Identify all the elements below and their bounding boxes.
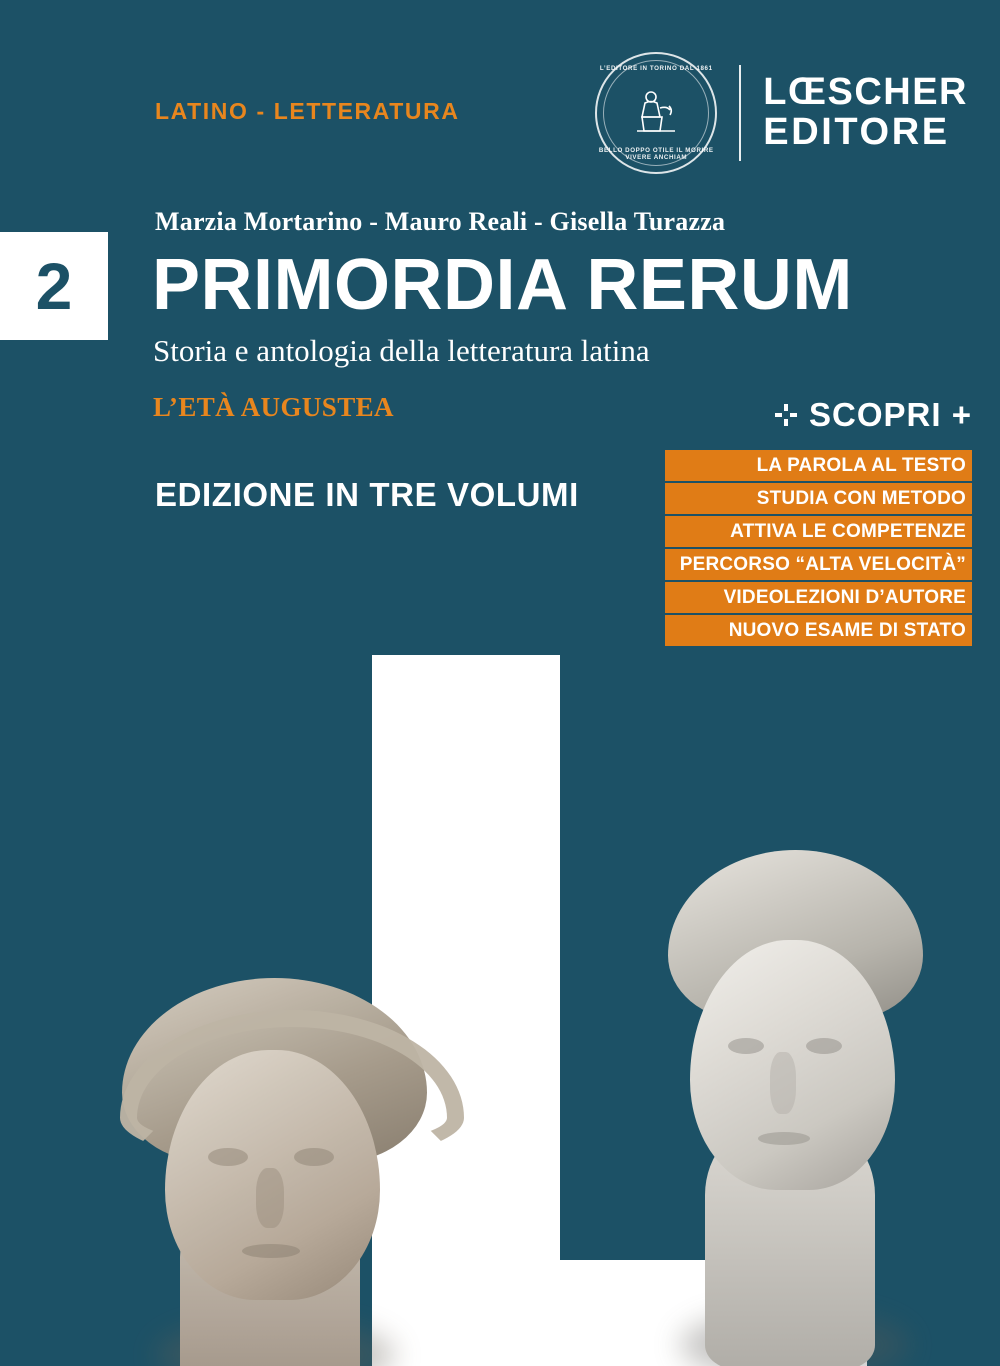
publisher-divider [739,65,741,161]
edition-label: EDIZIONE IN TRE VOLUMI [155,476,579,513]
feature-list [665,450,972,648]
publisher-name-line2: EDITORE [763,111,950,153]
feature-label: ATTIVA LE COMPETENZE [730,520,966,542]
seal-figure-icon [627,84,685,142]
volume-number-badge: 2 [0,232,108,340]
bust-right-eye-left [728,1038,764,1054]
scopri-plus-block [775,396,972,434]
publisher-name-line1: LŒSCHER [763,71,968,114]
feature-item [665,615,972,646]
subtitle: Storia e antologia della letteratura latina [153,333,650,368]
authors-line: Marzia Mortarino - Mauro Reali - Gisella Turazza [155,207,726,236]
feature-item [665,450,972,481]
seal-top-text: L’EDITORE IN TORINO DAL 1861 [599,65,713,72]
roman-bust-right-image [610,790,970,1366]
bust-right-mouth [758,1132,810,1145]
period-label: L’ETÀ AUGUSTEA [153,392,394,422]
series-label: LATINO - LETTERATURA [155,98,460,124]
feature-item [665,483,972,514]
feature-label: NUOVO ESAME DI STATO [728,619,966,641]
feature-item [665,516,972,547]
bust-left-nose [256,1168,284,1228]
roman-bust-left-image [60,900,480,1366]
feature-item [665,549,972,580]
publisher-block [595,52,968,174]
seal-bottom-text: BELLO DOPPO OTILE IL MORIRE VIVERE ANCHIAM [598,147,714,161]
plus-dashed-icon [775,404,797,426]
bust-right-nose [770,1052,796,1114]
page-title: PRIMORDIA RERUM [152,245,853,325]
publisher-seal-icon [595,52,717,174]
feature-label: VIDEOLEZIONI D’AUTORE [723,586,966,608]
bust-left-mouth [242,1244,300,1258]
feature-label: PERCORSO “ALTA VELOCITÀ” [679,553,966,575]
feature-label: STUDIA CON METODO [756,487,966,509]
publisher-name [763,73,968,153]
scopri-label: SCOPRI + [809,396,972,433]
feature-item [665,582,972,613]
feature-label: LA PAROLA AL TESTO [756,454,966,476]
bust-right-eye-right [806,1038,842,1054]
